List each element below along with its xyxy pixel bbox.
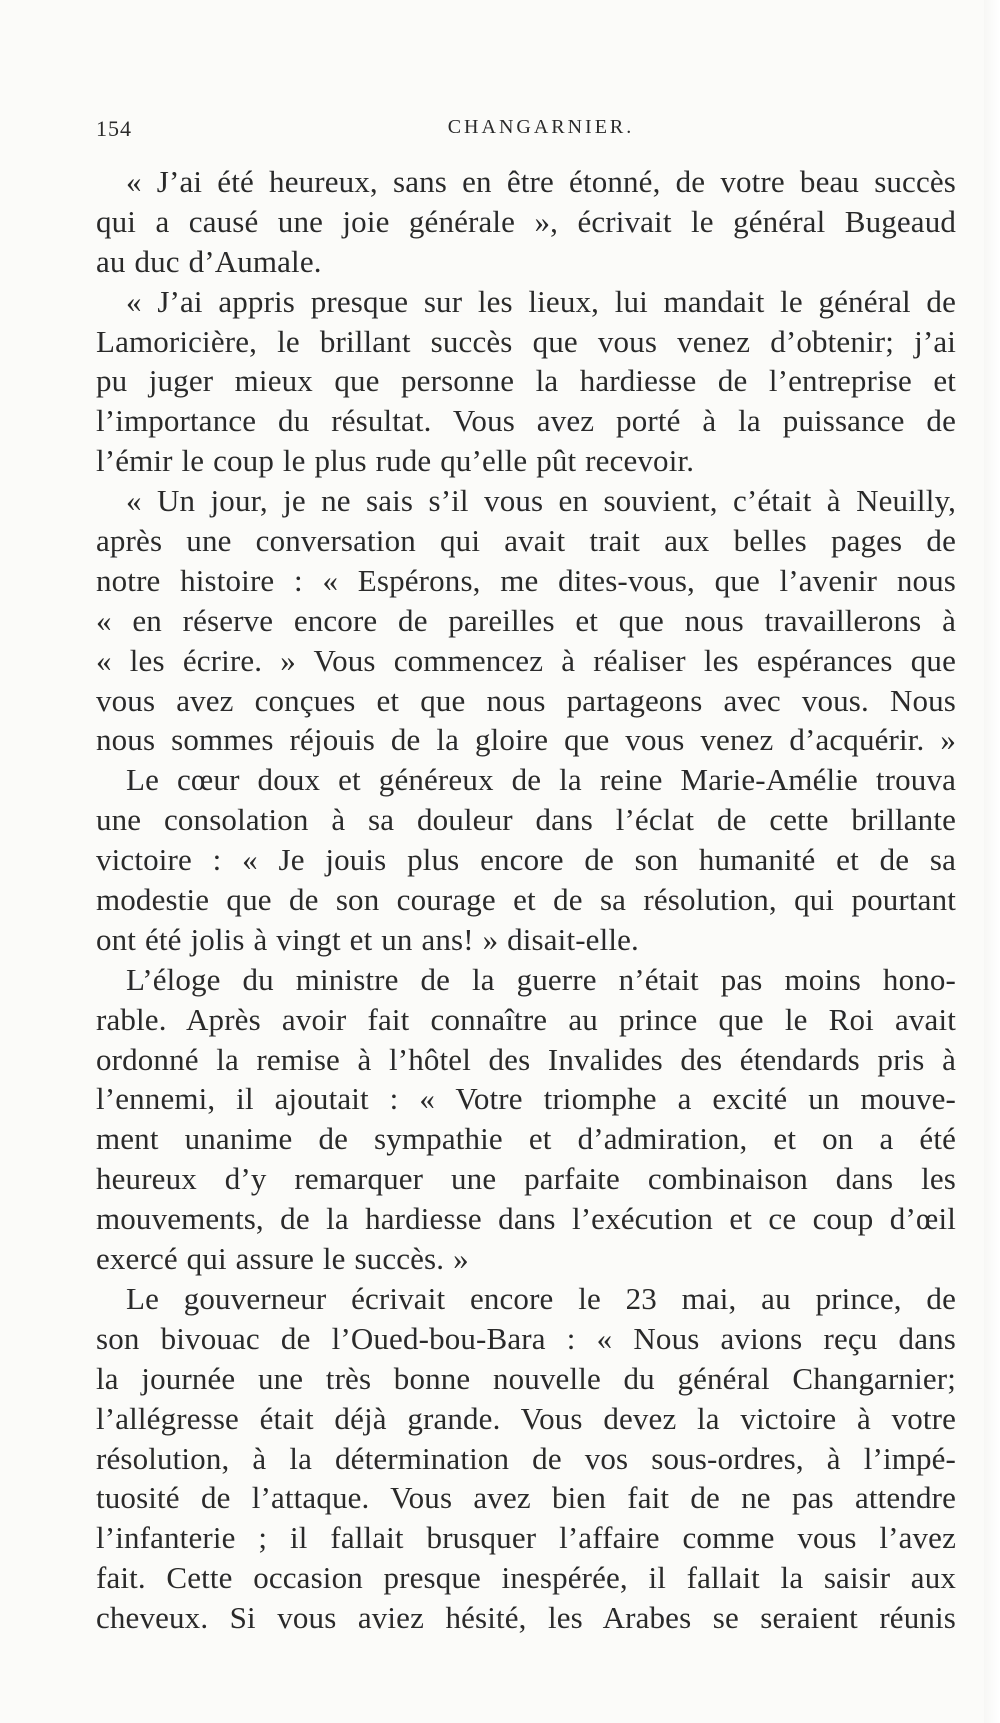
page-number: 154 <box>96 116 132 141</box>
text-line: ordonné la remise à l’hôtel des Invalides des étendards pris à <box>96 1041 956 1077</box>
body-text <box>96 162 956 1638</box>
text-line: pu juger mieux que personne la hardiesse de l’entreprise et <box>96 363 956 399</box>
text-line: rable. Après avoir fait connaître au prince que le Roi avait <box>96 1001 956 1037</box>
text-line: une consolation à sa douleur dans l’éclat de cette brillante <box>96 802 956 838</box>
text-line: « les écrire. » Vous commencez à réaliser les espérances que <box>96 642 956 678</box>
text-line: l’infanterie ; il fallait brusquer l’affaire comme vous l’avez <box>96 1520 956 1556</box>
text-line: l’allégresse était déjà grande. Vous devez la victoire à votre <box>96 1400 956 1436</box>
text-line: « J’ai appris presque sur les lieux, lui mandait le général de <box>126 283 956 319</box>
text-line: exercé qui assure le succès. » <box>96 1241 469 1277</box>
text-line: l’importance du résultat. Vous avez porté à la puissance de <box>96 403 956 439</box>
text-line: l’ennemi, il ajoutait : « Votre triomphe a excité un mouve- <box>96 1081 956 1117</box>
text-line: tuosité de l’attaque. Vous avez bien fait de ne pas attendre <box>96 1480 956 1516</box>
text-line: « en réserve encore de pareilles et que nous travaillerons à <box>96 602 956 638</box>
text-line: Le gouverneur écrivait encore le 23 mai, au prince, de <box>126 1280 956 1316</box>
text-line: heureux d’y remarquer une parfaite combinaison dans les <box>96 1161 956 1197</box>
text-line: victoire : « Je jouis plus encore de son humanité et de sa <box>96 842 956 878</box>
text-line: « Un jour, je ne sais s’il vous en souvient, c’était à Neuilly, <box>126 483 956 519</box>
text-line: « J’ai été heureux, sans en être étonné, de votre beau succès <box>126 164 956 199</box>
text-line: modestie que de son courage et de sa résolution, qui pourtant <box>96 882 956 918</box>
text-line: ont été jolis à vingt et un ans! » disait-elle. <box>96 921 639 957</box>
text-line: fait. Cette occasion presque inespérée, il fallait la saisir aux <box>96 1560 956 1596</box>
text-line: notre histoire : « Espérons, me dites-vous, que l’avenir nous <box>96 562 956 598</box>
text-line: la journée une très bonne nouvelle du général Changarnier; <box>96 1360 956 1396</box>
text-line: ment unanime de sympathie et d’admiration, et on a été <box>96 1121 956 1157</box>
text-line: cheveux. Si vous aviez hésité, les Arabes se seraient réunis <box>96 1600 956 1636</box>
text-line: Lamoricière, le brillant succès que vous venez d’obtenir; j’ai <box>96 323 956 359</box>
text-line: L’éloge du ministre de la guerre n’était pas moins hono- <box>126 961 956 997</box>
text-line: au duc d’Aumale. <box>96 243 322 279</box>
running-title: CHANGARNIER. <box>447 116 635 138</box>
text-line: l’émir le coup le plus rude qu’elle pût recevoir. <box>96 443 695 479</box>
text-line: son bivouac de l’Oued-bou-Bara : « Nous avions reçu dans <box>96 1320 956 1356</box>
text-line: qui a causé une joie générale », écrivait le général Bugeaud <box>96 203 956 239</box>
text-line: résolution, à la détermination de vos sous-ordres, à l’impé- <box>96 1440 956 1476</box>
text-line: mouvements, de la hardiesse dans l’exécution et ce coup d’œil <box>96 1201 956 1237</box>
text-line: après une conversation qui avait trait aux belles pages de <box>96 523 956 559</box>
text-line: nous sommes réjouis de la gloire que vous venez d’acquérir. » <box>96 722 956 758</box>
text-line: vous avez conçues et que nous partageons avec vous. Nous <box>96 682 956 718</box>
text-line: Le cœur doux et généreux de la reine Marie-Amélie trouva <box>126 762 956 798</box>
running-head <box>96 116 956 146</box>
page-edge <box>984 0 1000 1723</box>
